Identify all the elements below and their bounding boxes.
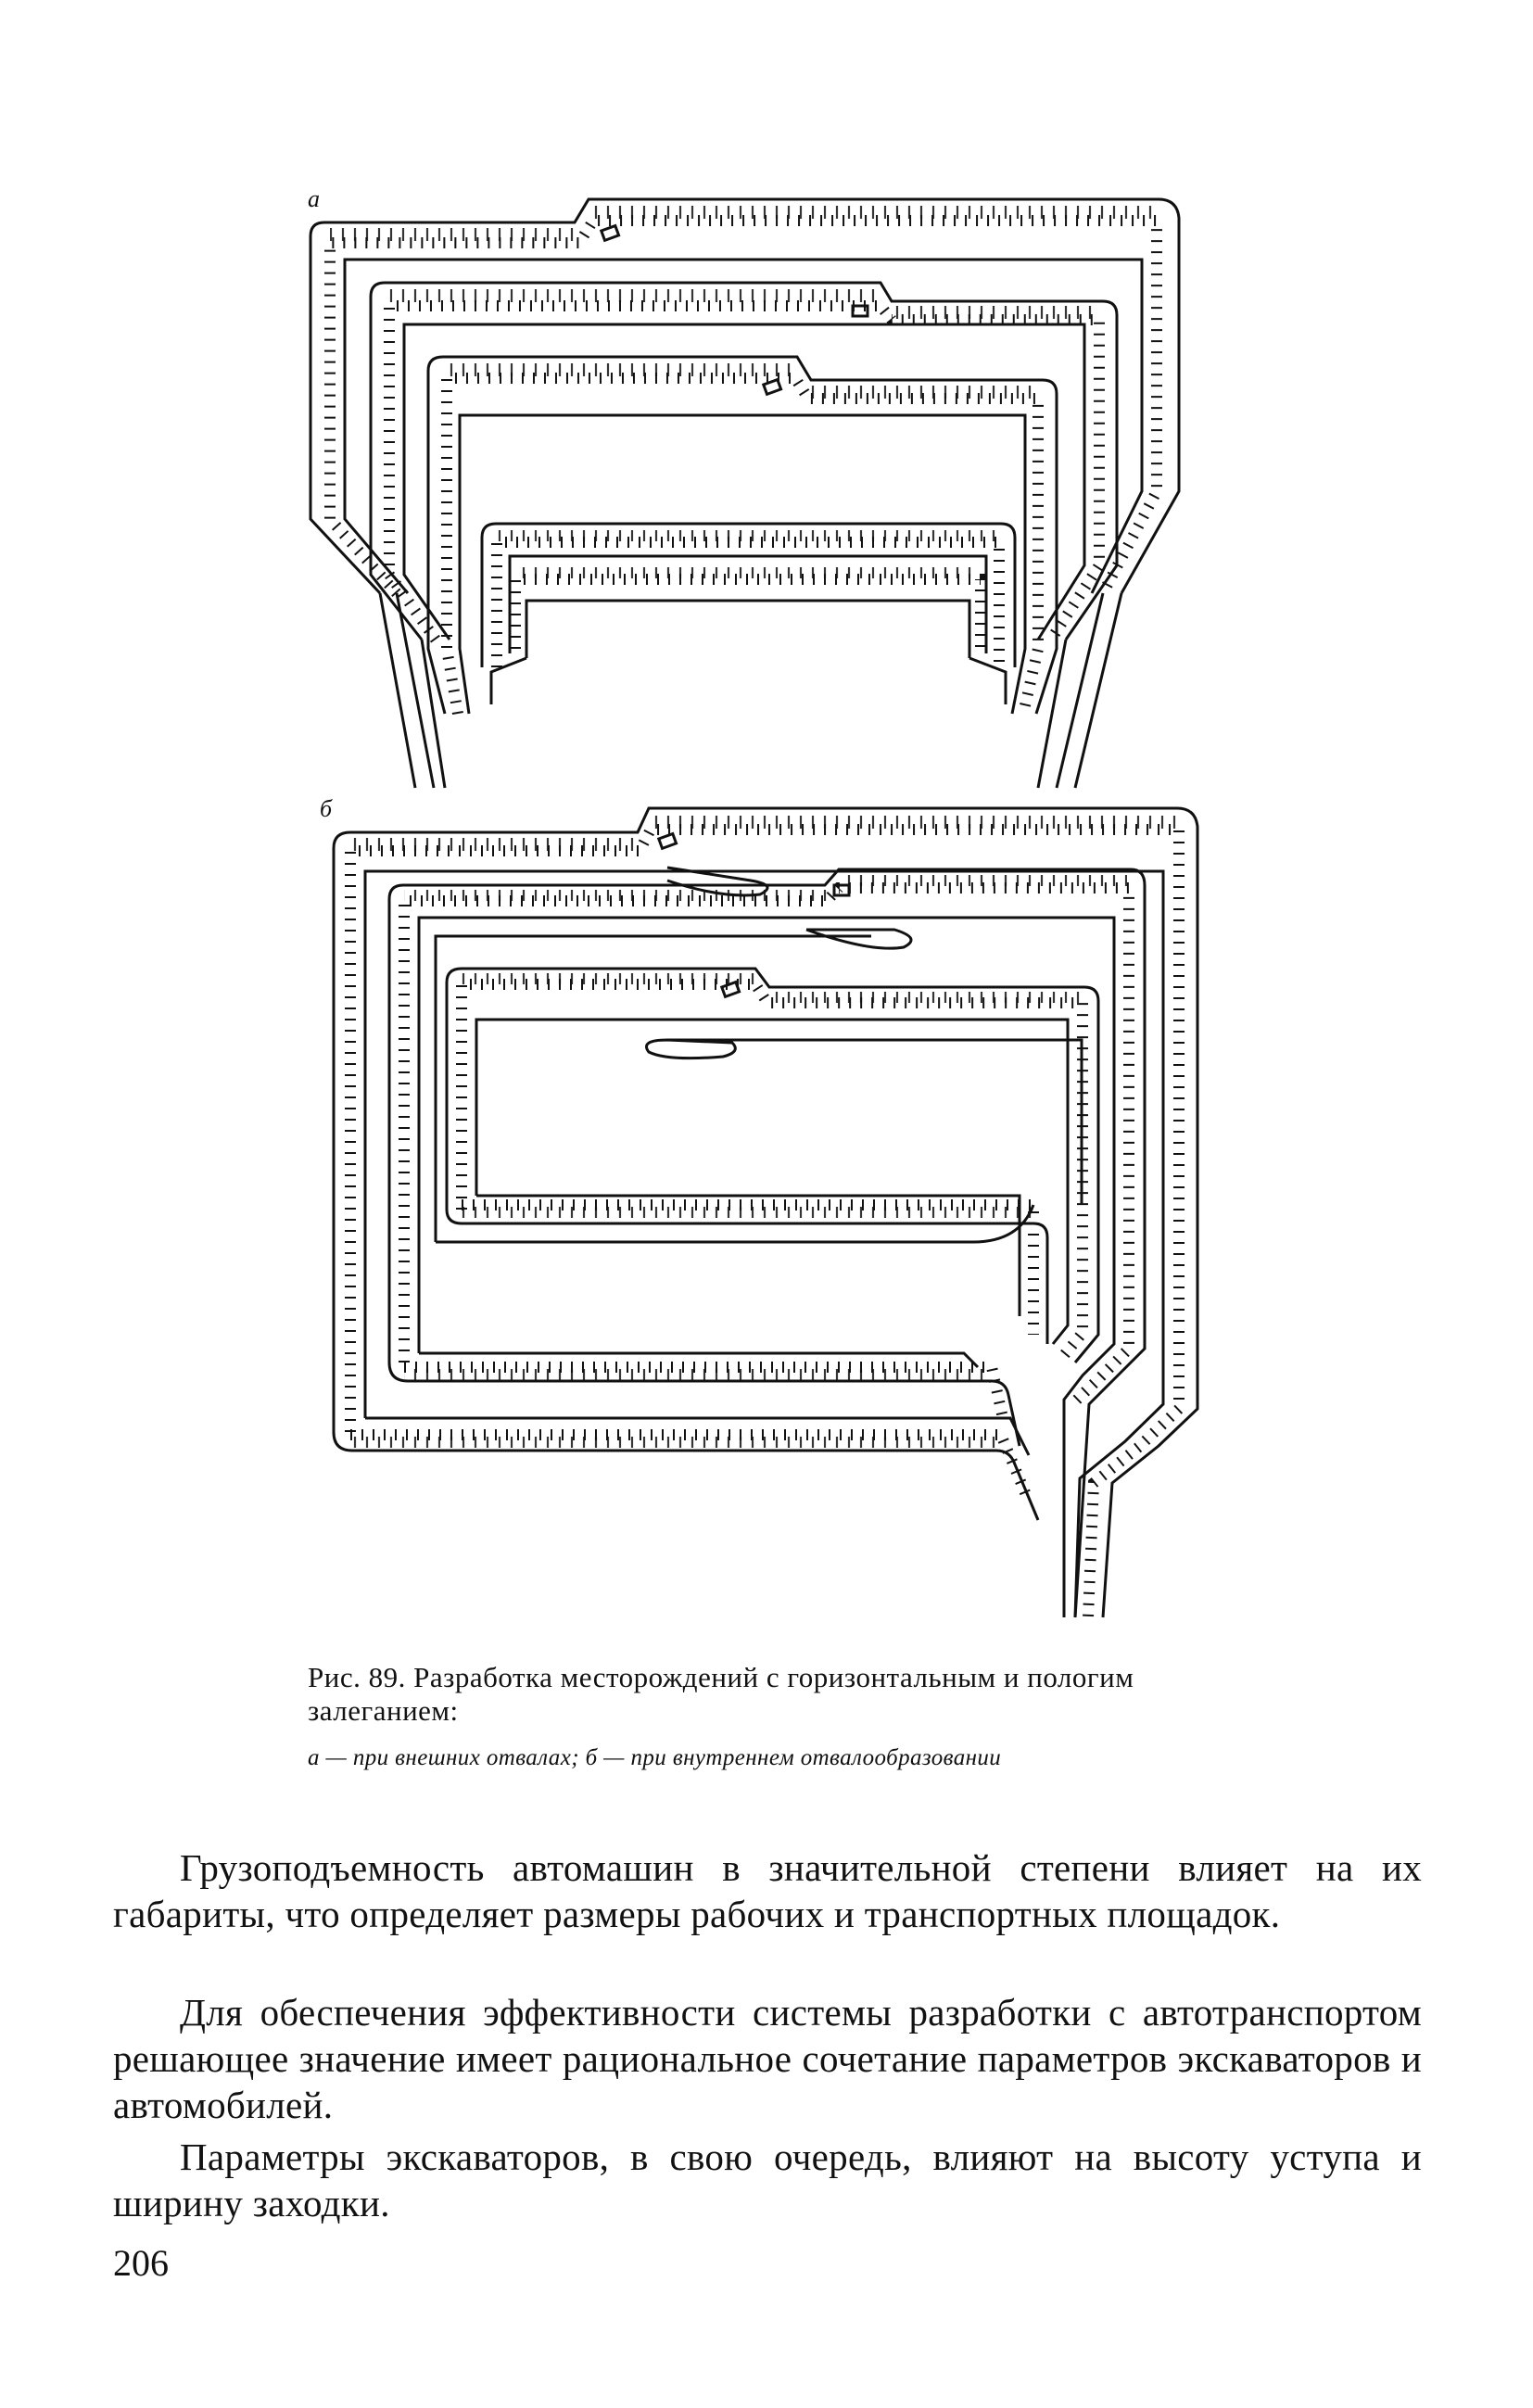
paragraph-1-text: Грузоподъемность автомашин в значительной степени влияет на их габариты, что определяет размеры рабочих и транспортных площадок. — [113, 1846, 1422, 1935]
paragraph-2 — [113, 1989, 1422, 2128]
paragraph-1 — [113, 1844, 1422, 1937]
paragraph-2-text: Для обеспечения эффективности системы разработки с автотранспортом решающее значение имеет рациональное сочетание параметров экскаваторов и автомобилей. — [113, 1991, 1422, 2126]
bench-hatching — [330, 206, 1177, 1448]
paragraph-3 — [113, 2134, 1422, 2226]
figure-caption-title: Рис. 89. Разработка месторождений с горизонтальным и пологим залеганием: — [308, 1661, 1134, 1727]
figure-caption-legend: а — при внешних отвалах; б — при внутреннем отвалообразовании — [308, 1745, 1002, 1770]
label-b: б — [320, 795, 333, 822]
label-a: а — [308, 185, 320, 212]
page-number: 206 — [113, 2242, 169, 2284]
diagram-a — [310, 199, 1179, 788]
paragraph-3-text: Параметры экскаваторов, в свою очередь, влияют на высоту уступа и ширину заходки. — [113, 2136, 1422, 2224]
